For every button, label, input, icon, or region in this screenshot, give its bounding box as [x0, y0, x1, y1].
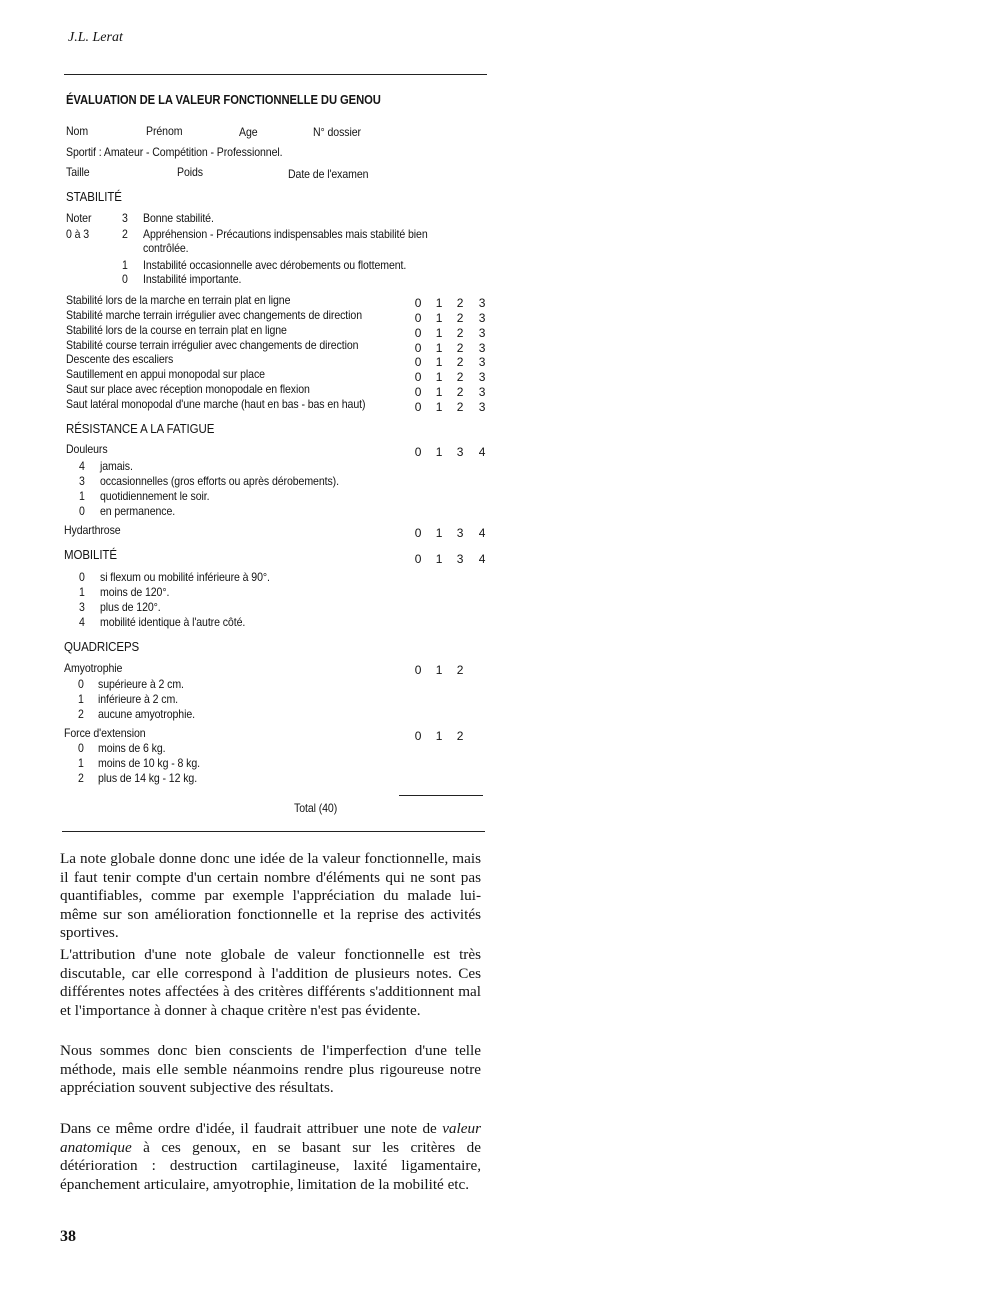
- force-extension-score: 0: [414, 729, 422, 743]
- mobilite-item-text: plus de 120°.: [100, 600, 161, 614]
- section-stabilite-heading: STABILITÉ: [66, 190, 122, 204]
- force-extension-label: Force d'extension: [64, 726, 146, 740]
- stabilite-criterion: Stabilité lors de la course en terrain plat en ligne: [66, 323, 287, 337]
- stabilite-criterion: Stabilité course terrain irrégulier avec changements de direction: [66, 338, 359, 352]
- field-prenom: Prénom: [146, 124, 183, 138]
- stabilite-score: 2: [456, 341, 464, 355]
- body-paragraph-2: L'attribution d'une note globale de valeur fonctionnelle est très discutable, car elle correspond à l'addition de plusieurs notes. Ces différentes notes affectées à des critères différents s'additionnent mal et l'importance à donner à chaque critère n'est pas évidente.: [60, 946, 481, 1019]
- stabilite-score: 0: [414, 370, 422, 384]
- douleurs-item-text: en permanence.: [100, 504, 176, 518]
- stabilite-score: 0: [414, 385, 422, 399]
- stabilite-score: 1: [435, 385, 443, 399]
- stabilite-score: 3: [478, 385, 486, 399]
- body-paragraph-1: La note globale donne donc une idée de la valeur fonctionnelle, mais il faut tenir compte d'un certain nombre d'éléments qui ne sont pas quantifiables, comme par exemple l'appréciation du malade lui-même sur son amélioration fonctionnelle et la reprise des activités sportives.: [60, 850, 481, 941]
- force-extension-score: 2: [456, 729, 464, 743]
- douleurs-item-score: 4: [79, 459, 85, 473]
- stabilite-score: 1: [435, 341, 443, 355]
- force-item-text: moins de 6 kg.: [98, 741, 166, 755]
- stabilite-score: 3: [478, 370, 486, 384]
- field-date-examen: Date de l'examen: [288, 167, 369, 181]
- mobilite-score: 3: [456, 552, 464, 566]
- stabilite-legend-score: 0: [122, 272, 128, 286]
- section-resistance-heading: RÉSISTANCE A LA FATIGUE: [66, 422, 215, 436]
- stabilite-legend-text: Instabilité importante.: [143, 272, 242, 286]
- stabilite-score: 2: [456, 370, 464, 384]
- stabilite-score: 2: [456, 326, 464, 340]
- top-rule: [64, 74, 487, 75]
- stabilite-score: 1: [435, 326, 443, 340]
- field-nom: Nom: [66, 124, 89, 138]
- mobilite-item-score: 0: [79, 570, 85, 584]
- force-item-score: 0: [78, 741, 84, 755]
- stabilite-score: 3: [478, 400, 486, 414]
- amyotrophie-item-text: aucune amyotrophie.: [98, 707, 195, 721]
- stabilite-score: 2: [456, 400, 464, 414]
- mobilite-item-score: 1: [79, 585, 85, 599]
- stabilite-legend-text: Appréhension - Précautions indispensables mais stabilité bien: [143, 227, 428, 241]
- hydarthrose-score: 4: [478, 526, 486, 540]
- amyotrophie-score: 0: [414, 663, 422, 677]
- stabilite-score: 1: [435, 355, 443, 369]
- stabilite-legend-score: 2: [122, 227, 128, 241]
- amyotrophie-score: 1: [435, 663, 443, 677]
- amyotrophie-score: 2: [456, 663, 464, 677]
- stabilite-score: 0: [414, 326, 422, 340]
- stabilite-legend-text: Bonne stabilité.: [143, 211, 214, 225]
- stabilite-score: 2: [456, 311, 464, 325]
- mobilite-score: 4: [478, 552, 486, 566]
- douleurs-label: Douleurs: [66, 442, 108, 456]
- body-paragraph-4: Dans ce même ordre d'idée, il faudrait attribuer une note de valeur anatomique à ces genoux, en se basant sur les critères de détérioration : destruction cartilagineuse, laxité ligamentaire, épanchement articulaire, amyotrophie, limitation de la mobilité etc.: [60, 1120, 481, 1193]
- douleurs-item-text: quotidiennement le soir.: [100, 489, 210, 503]
- form-title: ÉVALUATION DE LA VALEUR FONCTIONNELLE DU GENOU: [66, 93, 381, 107]
- running-header-author: J.L. Lerat: [68, 30, 123, 45]
- section-mobilite-heading: MOBILITÉ: [64, 548, 117, 562]
- douleurs-score: 0: [414, 445, 422, 459]
- hydarthrose-score: 0: [414, 526, 422, 540]
- force-item-score: 2: [78, 771, 84, 785]
- field-dossier: N° dossier: [313, 125, 361, 139]
- mobilite-item-score: 3: [79, 600, 85, 614]
- douleurs-item-score: 1: [79, 489, 85, 503]
- stabilite-legend-score: 1: [122, 258, 128, 272]
- field-poids: Poids: [177, 165, 203, 179]
- force-item-score: 1: [78, 756, 84, 770]
- stabilite-criterion: Stabilité lors de la marche en terrain plat en ligne: [66, 293, 291, 307]
- stabilite-score: 0: [414, 400, 422, 414]
- emphasis-valeur-anatomique: valeur anatomique: [60, 1120, 481, 1156]
- bottom-rule: [62, 831, 485, 832]
- douleurs-score: 1: [435, 445, 443, 459]
- total-label: Total (40): [294, 801, 338, 815]
- page-number: 38: [60, 1228, 76, 1245]
- douleurs-score: 3: [456, 445, 464, 459]
- stabilite-legend-text: Instabilité occasionnelle avec dérobements ou flottement.: [143, 258, 407, 272]
- stabilite-score: 3: [478, 326, 486, 340]
- stabilite-score: 2: [456, 296, 464, 310]
- stabilite-criterion: Stabilité marche terrain irrégulier avec changements de direction: [66, 308, 362, 322]
- stabilite-criterion: Saut latéral monopodal d'une marche (haut en bas - bas en haut): [66, 397, 366, 411]
- stabilite-score: 3: [478, 311, 486, 325]
- stabilite-score: 3: [478, 341, 486, 355]
- stabilite-score: 3: [478, 355, 486, 369]
- stabilite-noter: Noter: [66, 211, 92, 225]
- douleurs-item-score: 0: [79, 504, 85, 518]
- amyotrophie-item-score: 1: [78, 692, 84, 706]
- section-quadriceps-heading: QUADRICEPS: [64, 640, 140, 654]
- stabilite-score: 1: [435, 296, 443, 310]
- stabilite-score: 2: [456, 385, 464, 399]
- douleurs-item-score: 3: [79, 474, 85, 488]
- hydarthrose-score: 1: [435, 526, 443, 540]
- stabilite-score: 1: [435, 311, 443, 325]
- field-taille: Taille: [66, 165, 90, 179]
- amyotrophie-label: Amyotrophie: [64, 661, 123, 675]
- mobilite-item-score: 4: [79, 615, 85, 629]
- stabilite-criterion: Saut sur place avec réception monopodale en flexion: [66, 382, 310, 396]
- hydarthrose-score: 3: [456, 526, 464, 540]
- stabilite-score: 0: [414, 355, 422, 369]
- mobilite-item-text: mobilité identique à l'autre côté.: [100, 615, 246, 629]
- stabilite-score: 0: [414, 341, 422, 355]
- stabilite-legend-text-continued: contrôlée.: [143, 241, 189, 255]
- force-item-text: moins de 10 kg - 8 kg.: [98, 756, 200, 770]
- stabilite-score: 0: [414, 311, 422, 325]
- stabilite-score: 0: [414, 296, 422, 310]
- stabilite-score: 2: [456, 355, 464, 369]
- field-sportif: Sportif : Amateur - Compétition - Professionnel.: [66, 145, 283, 159]
- force-extension-score: 1: [435, 729, 443, 743]
- amyotrophie-item-text: supérieure à 2 cm.: [98, 677, 184, 691]
- amyotrophie-item-text: inférieure à 2 cm.: [98, 692, 179, 706]
- field-age: Age: [239, 125, 258, 139]
- douleurs-item-text: jamais.: [100, 459, 133, 473]
- total-rule: [399, 795, 483, 796]
- mobilite-score: 1: [435, 552, 443, 566]
- stabilite-score: 1: [435, 370, 443, 384]
- amyotrophie-item-score: 2: [78, 707, 84, 721]
- stabilite-criterion: Descente des escaliers: [66, 352, 174, 366]
- hydarthrose-label: Hydarthrose: [64, 523, 121, 537]
- douleurs-score: 4: [478, 445, 486, 459]
- stabilite-criterion: Sautillement en appui monopodal sur place: [66, 367, 265, 381]
- douleurs-item-text: occasionnelles (gros efforts ou après dérobements).: [100, 474, 339, 488]
- amyotrophie-item-score: 0: [78, 677, 84, 691]
- force-item-text: plus de 14 kg - 12 kg.: [98, 771, 198, 785]
- stabilite-score: 1: [435, 400, 443, 414]
- stabilite-range: 0 à 3: [66, 227, 90, 241]
- mobilite-item-text: moins de 120°.: [100, 585, 170, 599]
- mobilite-item-text: si flexum ou mobilité inférieure à 90°.: [100, 570, 270, 584]
- stabilite-legend-score: 3: [122, 211, 128, 225]
- mobilite-score: 0: [414, 552, 422, 566]
- stabilite-score: 3: [478, 296, 486, 310]
- body-paragraph-3: Nous sommes donc bien conscients de l'imperfection d'une telle méthode, mais elle semble néanmoins rendre plus rigoureuse notre appréciation souvent subjective des résultats.: [60, 1042, 481, 1096]
